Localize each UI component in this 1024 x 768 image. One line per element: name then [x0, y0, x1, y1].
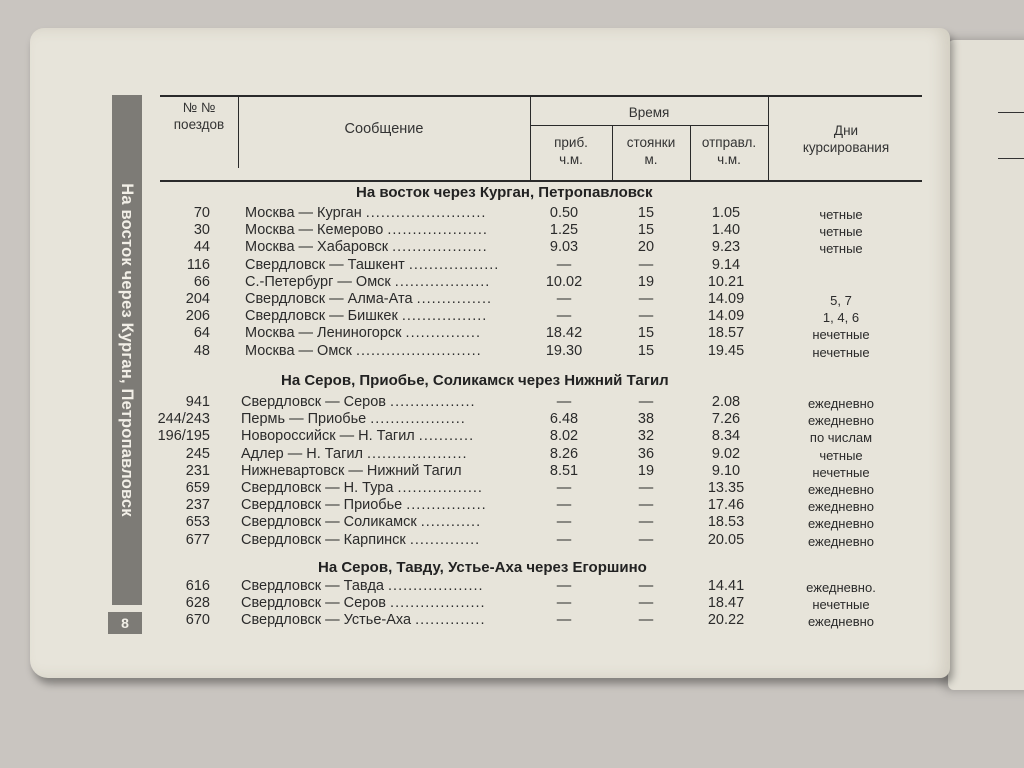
- running-days: ежедневно: [807, 533, 875, 549]
- train-number: 245: [185, 445, 210, 462]
- train-number: 244/243: [157, 411, 210, 428]
- departure-time: 9.10: [711, 462, 741, 479]
- stop-minutes: 38: [637, 411, 655, 428]
- running-days: нечетные: [812, 344, 870, 360]
- train-number: 659: [185, 480, 210, 496]
- route-name: [241, 411, 521, 428]
- route-leader-dots: ........................: [365, 205, 487, 221]
- route-label: Свердловск — Н. Тура: [241, 480, 398, 496]
- running-days: 1, 4, 6: [822, 310, 860, 326]
- departure-time: 1.05: [711, 205, 741, 221]
- time-subheader-rule: [530, 125, 768, 126]
- header-departure: [690, 134, 768, 168]
- sidebar-band: [112, 95, 142, 605]
- route-label: Свердловск — Устье-Аха: [241, 612, 416, 629]
- departure-time: 9.02: [711, 445, 741, 462]
- route-name: [241, 612, 521, 629]
- route-label: Москва — Омск: [245, 342, 356, 359]
- route-label: Свердловск — Приобье: [241, 497, 407, 514]
- running-days: ежедневно: [807, 516, 875, 532]
- departure-time: 18.57: [707, 325, 745, 342]
- train-number: 206: [185, 308, 210, 325]
- header-arrival-line2: ч.м.: [559, 152, 583, 167]
- stop-minutes: 19: [637, 462, 655, 479]
- running-days: четные: [819, 447, 863, 463]
- route-leader-dots: ..............: [409, 531, 481, 548]
- train-number: 677: [185, 531, 210, 548]
- header-col-divider: [238, 96, 239, 168]
- running-days: четные: [819, 207, 863, 222]
- train-number: 204: [185, 291, 210, 307]
- stop-minutes: —: [638, 394, 654, 410]
- section-title: На восток через Курган, Петропавловск: [356, 184, 653, 201]
- stop-minutes: 15: [637, 342, 655, 359]
- route-leader-dots: ...................: [388, 578, 484, 594]
- stop-minutes: —: [638, 256, 654, 273]
- train-number: 66: [193, 273, 210, 290]
- arrival-time: 9.03: [549, 239, 579, 256]
- arrival-time: 18.42: [545, 325, 583, 342]
- train-number: 237: [185, 497, 210, 514]
- route-label: Свердловск — Серов: [241, 394, 391, 410]
- route-leader-dots: ....................: [387, 222, 488, 239]
- route-name: [245, 205, 525, 222]
- running-days: ежедневно: [807, 396, 875, 411]
- header-departure-line1: отправл.: [701, 135, 757, 150]
- route-leader-dots: .................: [390, 394, 476, 410]
- arrival-time: 8.51: [549, 462, 579, 479]
- arrival-time: 10.02: [545, 273, 583, 290]
- sidebar-title: На восток через Курган, Петропавловск: [118, 183, 136, 517]
- header-arrival-line1: приб.: [554, 135, 588, 150]
- route-label: Свердловск — Ташкент: [245, 256, 409, 273]
- running-days: по числам: [809, 430, 873, 446]
- route-name: [241, 514, 521, 531]
- departure-time: 19.45: [707, 342, 745, 359]
- stop-minutes: —: [638, 578, 654, 594]
- route-leader-dots: ..............: [415, 612, 486, 629]
- route-leader-dots: ...............: [405, 325, 481, 342]
- train-number: 44: [193, 239, 210, 256]
- train-number: 231: [185, 462, 210, 479]
- route-name: [245, 343, 525, 360]
- departure-time: 14.41: [707, 578, 745, 594]
- route-leader-dots: ...............: [416, 291, 493, 307]
- departure-time: 1.40: [711, 222, 741, 239]
- route-leader-dots: .................: [401, 308, 488, 325]
- stop-minutes: —: [638, 514, 654, 531]
- departure-time: 9.14: [711, 256, 741, 273]
- route-label: Москва — Хабаровск: [245, 239, 393, 256]
- route-label: Нижневартовск — Нижний Тагил: [241, 462, 462, 479]
- stop-minutes: 15: [637, 325, 655, 342]
- departure-time: 8.34: [711, 428, 741, 445]
- next-page-edge: [948, 40, 1024, 690]
- page-number: 8: [108, 612, 142, 634]
- departure-time: 20.22: [707, 612, 745, 629]
- departure-time: 13.35: [707, 480, 745, 496]
- route-label: Свердловск — Тавда: [241, 578, 389, 594]
- header-train-numbers: [160, 99, 238, 133]
- arrival-time: —: [556, 578, 572, 594]
- route-name: [241, 578, 521, 595]
- stop-minutes: —: [638, 291, 654, 307]
- train-number: 70: [193, 205, 210, 221]
- header-bottom-rule: [160, 180, 922, 182]
- arrival-time: 1.25: [549, 222, 579, 239]
- running-days: ежедневно.: [806, 580, 876, 595]
- route-name: [241, 463, 521, 480]
- route-label: С.-Петербург — Омск: [245, 273, 395, 290]
- header-train-numbers-line2: поездов: [173, 117, 225, 132]
- departure-time: 10.21: [707, 273, 745, 290]
- running-days: 5, 7: [830, 293, 852, 308]
- stop-minutes: —: [638, 612, 654, 629]
- route-name: [241, 480, 521, 497]
- route-label: Свердловск — Бишкек: [245, 308, 402, 325]
- train-number: 48: [193, 342, 210, 359]
- train-number: 30: [193, 222, 210, 239]
- route-leader-dots: ...................: [390, 595, 486, 612]
- stop-minutes: 15: [637, 222, 655, 239]
- route-label: Пермь — Приобье: [241, 411, 371, 428]
- arrival-time: —: [556, 308, 572, 325]
- header-time: Время: [628, 105, 670, 120]
- arrival-time: 0.50: [549, 205, 579, 221]
- train-number: 941: [185, 394, 210, 410]
- route-label: Свердловск — Серов: [241, 595, 391, 612]
- running-days: нечетные: [812, 464, 870, 480]
- route-leader-dots: ....................: [366, 445, 468, 462]
- stop-minutes: 36: [637, 445, 655, 462]
- departure-time: 17.46: [707, 497, 745, 514]
- route-name: [241, 446, 521, 463]
- running-days: четные: [819, 224, 863, 240]
- running-days: ежедневно: [807, 413, 875, 429]
- route-name: [245, 308, 525, 325]
- train-number: 196/195: [157, 428, 210, 445]
- arrival-time: —: [556, 595, 572, 612]
- train-number: 616: [185, 578, 210, 594]
- section-title: На Серов, Приобье, Соликамск через Нижний Тагил: [281, 372, 669, 389]
- arrival-time: —: [556, 394, 572, 410]
- stop-minutes: 15: [637, 205, 655, 221]
- route-name: [241, 595, 521, 612]
- route-leader-dots: ............: [420, 514, 482, 531]
- header-days-line2: курсирования: [802, 140, 890, 155]
- route-label: Свердловск — Алма-Ата: [245, 291, 417, 307]
- route-name: [241, 394, 521, 411]
- header-stop-line1: стоянки: [626, 135, 676, 150]
- header-stop-line2: м.: [644, 152, 658, 167]
- route-leader-dots: ...........: [418, 428, 475, 445]
- train-number: 628: [185, 595, 210, 612]
- route-label: Москва — Кемерово: [245, 222, 388, 239]
- route-name: [245, 274, 525, 291]
- arrival-time: —: [556, 291, 572, 307]
- departure-time: 9.23: [711, 239, 741, 256]
- arrival-time: —: [556, 514, 572, 531]
- arrival-time: —: [556, 480, 572, 496]
- stop-minutes: —: [638, 497, 654, 514]
- departure-time: 18.47: [707, 595, 745, 612]
- departure-time: 7.26: [711, 411, 741, 428]
- departure-time: 14.09: [707, 308, 745, 325]
- route-name: [241, 532, 521, 549]
- running-days: ежедневно: [807, 499, 875, 515]
- arrival-time: —: [556, 612, 572, 629]
- route-name: [245, 291, 525, 308]
- arrival-time: —: [556, 531, 572, 548]
- route-name: [245, 239, 525, 256]
- route-leader-dots: ..................: [408, 256, 500, 273]
- route-leader-dots: .................: [397, 480, 483, 496]
- route-leader-dots: ...................: [370, 411, 466, 428]
- stop-minutes: —: [638, 595, 654, 612]
- route-name: [241, 497, 521, 514]
- arrival-time: 8.02: [549, 428, 579, 445]
- arrival-time: —: [556, 256, 572, 273]
- train-number: 653: [185, 514, 210, 531]
- route-label: Новороссийск — Н. Тагил: [241, 428, 419, 445]
- route-name: [245, 257, 525, 274]
- departure-time: 14.09: [707, 291, 745, 307]
- arrival-time: 19.30: [545, 342, 583, 359]
- running-days: ежедневно: [807, 614, 875, 630]
- section-title: На Серов, Тавду, Устье-Аха через Егоршино: [318, 559, 647, 576]
- header-days-line1: Дни: [833, 123, 859, 138]
- route-label: Москва — Курган: [245, 205, 366, 221]
- route-name: [245, 222, 525, 239]
- header-days: [770, 122, 922, 156]
- running-days: нечетные: [812, 327, 870, 343]
- stop-minutes: —: [638, 308, 654, 325]
- route-leader-dots: ...................: [394, 273, 491, 290]
- route-label: Москва — Лениногорск: [245, 325, 406, 342]
- departure-time: 18.53: [707, 514, 745, 531]
- route-leader-dots: ................: [406, 497, 487, 514]
- stop-minutes: —: [638, 480, 654, 496]
- running-days: нечетные: [812, 597, 870, 613]
- stop-minutes: 20: [637, 239, 655, 256]
- header-top-rule: [160, 95, 922, 97]
- route-label: Адлер — Н. Тагил: [241, 445, 367, 462]
- route-label: Свердловск — Соликамск: [241, 514, 421, 531]
- stop-minutes: 32: [637, 428, 655, 445]
- departure-time: 20.05: [707, 531, 745, 548]
- train-number: 116: [186, 256, 210, 273]
- route-name: [241, 428, 521, 445]
- header-train-numbers-line1: № №: [182, 100, 216, 115]
- route-leader-dots: .........................: [355, 342, 482, 359]
- header-col-divider: [768, 96, 769, 180]
- train-number: 64: [193, 325, 210, 342]
- route-label: Свердловск — Карпинск: [241, 531, 410, 548]
- departure-time: 2.08: [711, 394, 741, 410]
- header-message: Сообщение: [344, 121, 424, 137]
- route-leader-dots: ...................: [392, 239, 488, 256]
- stop-minutes: 19: [637, 273, 655, 290]
- running-days: ежедневно: [807, 482, 875, 497]
- header-arrival: [530, 134, 612, 168]
- arrival-time: 8.26: [549, 445, 579, 462]
- arrival-time: —: [556, 497, 572, 514]
- route-name: [245, 325, 525, 342]
- arrival-time: 6.48: [549, 411, 579, 428]
- stop-minutes: —: [638, 531, 654, 548]
- header-stop: [612, 134, 690, 168]
- running-days: четные: [819, 241, 863, 257]
- train-number: 670: [185, 612, 210, 629]
- header-departure-line2: ч.м.: [717, 152, 741, 167]
